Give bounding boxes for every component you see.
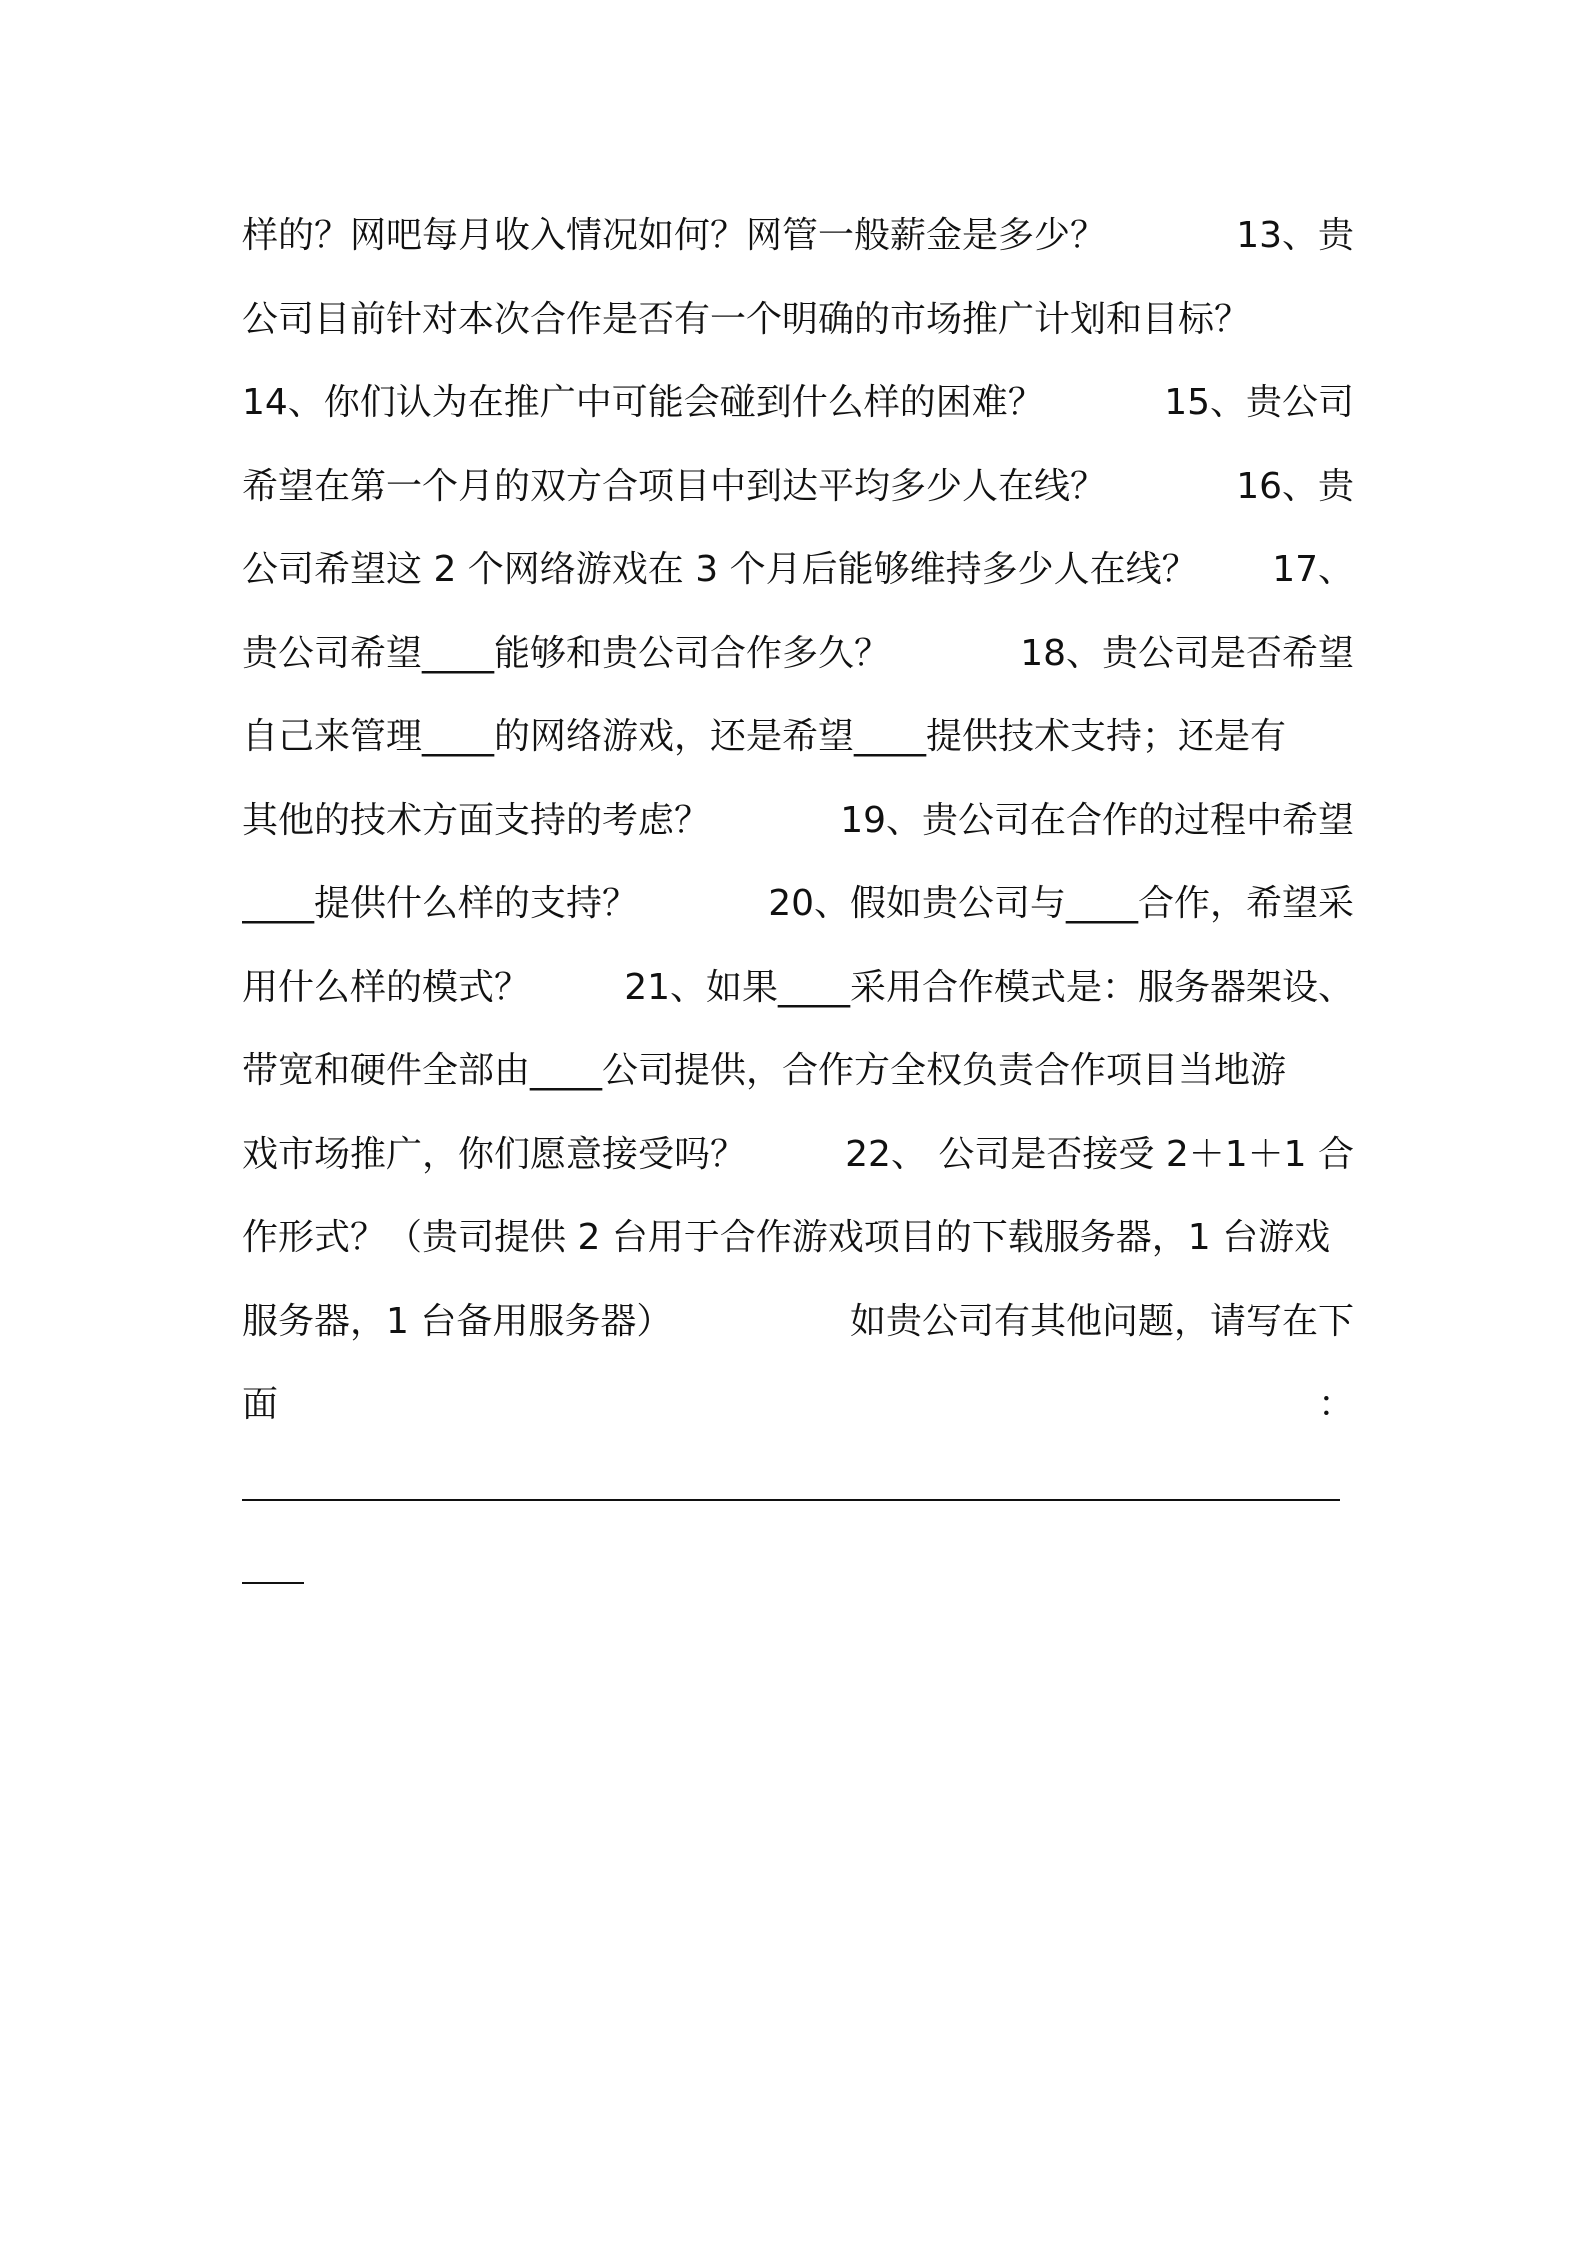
text-segment: 13、贵 [1236, 215, 1354, 256]
underline-rule [242, 1499, 1340, 1501]
text-segment: 用什么样的模式？ [242, 966, 531, 1008]
text-line-5 [242, 528, 1354, 612]
text-line-8 [242, 779, 1354, 863]
text-segment: 公司目前针对本次合作是否有一个明确的市场推广计划和目标？ [242, 298, 1251, 340]
text-segment: 14、你们认为在推广中可能会碰到什么样的困难？ [242, 382, 1044, 423]
text-segment: 17、 [1272, 549, 1354, 590]
text-segment: 如贵公司有其他问题，请写在下 [849, 1300, 1354, 1342]
text-segment: 戏市场推广，你们愿意接受吗？ [242, 1133, 747, 1175]
text-line-4 [242, 445, 1354, 529]
text-line-3 [242, 361, 1354, 445]
text-line-14 [242, 1280, 1354, 1364]
text-segment: 作形式？（贵司提供 2 台用于合作游戏项目的下载服务器，1 台游戏 [242, 1217, 1331, 1258]
text-segment: 16、贵 [1236, 465, 1354, 507]
text-segment: ： [1317, 1384, 1354, 1425]
text-segment: 19、贵公司在合作的过程中希望 [840, 799, 1354, 841]
text-segment: 样的？网吧每月收入情况如何？网管一般薪金是多少？ [242, 215, 1107, 256]
answer-blank-line [242, 1447, 1354, 1531]
text-line-1 [242, 194, 1354, 278]
text-segment: 18、贵公司是否希望 [1020, 632, 1354, 674]
text-segment: 22、 公司是否接受 2＋1＋1 合 [845, 1133, 1354, 1175]
text-line-7 [242, 695, 1354, 779]
text-segment: 公司希望这 2 个网络游戏在 3 个月后能够维持多少人在线？ [242, 549, 1198, 590]
text-segment: 贵公司希望____能够和贵公司合作多久？ [242, 632, 891, 674]
text-line-9 [242, 862, 1354, 946]
text-line-15 [242, 1363, 1354, 1447]
answer-blank-line-end [242, 1530, 1354, 1614]
text-segment: 15、贵公司 [1164, 382, 1354, 423]
text-segment: 其他的技术方面支持的考虑？ [242, 799, 711, 841]
text-line-10 [242, 946, 1354, 1030]
text-segment: 自己来管理____的网络游戏，还是希望____提供技术支持；还是有 [242, 716, 1287, 757]
text-line-13 [242, 1196, 1354, 1280]
underline-rule-short [242, 1582, 304, 1584]
text-segment: 服务器，1 台备用服务器） [242, 1300, 673, 1342]
text-line-12 [242, 1113, 1354, 1197]
text-line-11 [242, 1029, 1354, 1113]
text-segment: 20、假如贵公司与____合作，希望采 [768, 883, 1354, 924]
text-segment: 带宽和硬件全部由____公司提供，合作方全权负责合作项目当地游 [242, 1050, 1287, 1091]
text-line-2 [242, 278, 1354, 362]
text-segment: 希望在第一个月的双方合项目中到达平均多少人在线？ [242, 465, 1107, 507]
text-line-6 [242, 612, 1354, 696]
text-segment: 面 [242, 1384, 279, 1425]
text-segment: 21、如果____采用合作模式是：服务器架设、 [624, 966, 1354, 1008]
text-segment: ____提供什么样的支持？ [242, 883, 639, 924]
questionnaire-text [242, 194, 1354, 1614]
